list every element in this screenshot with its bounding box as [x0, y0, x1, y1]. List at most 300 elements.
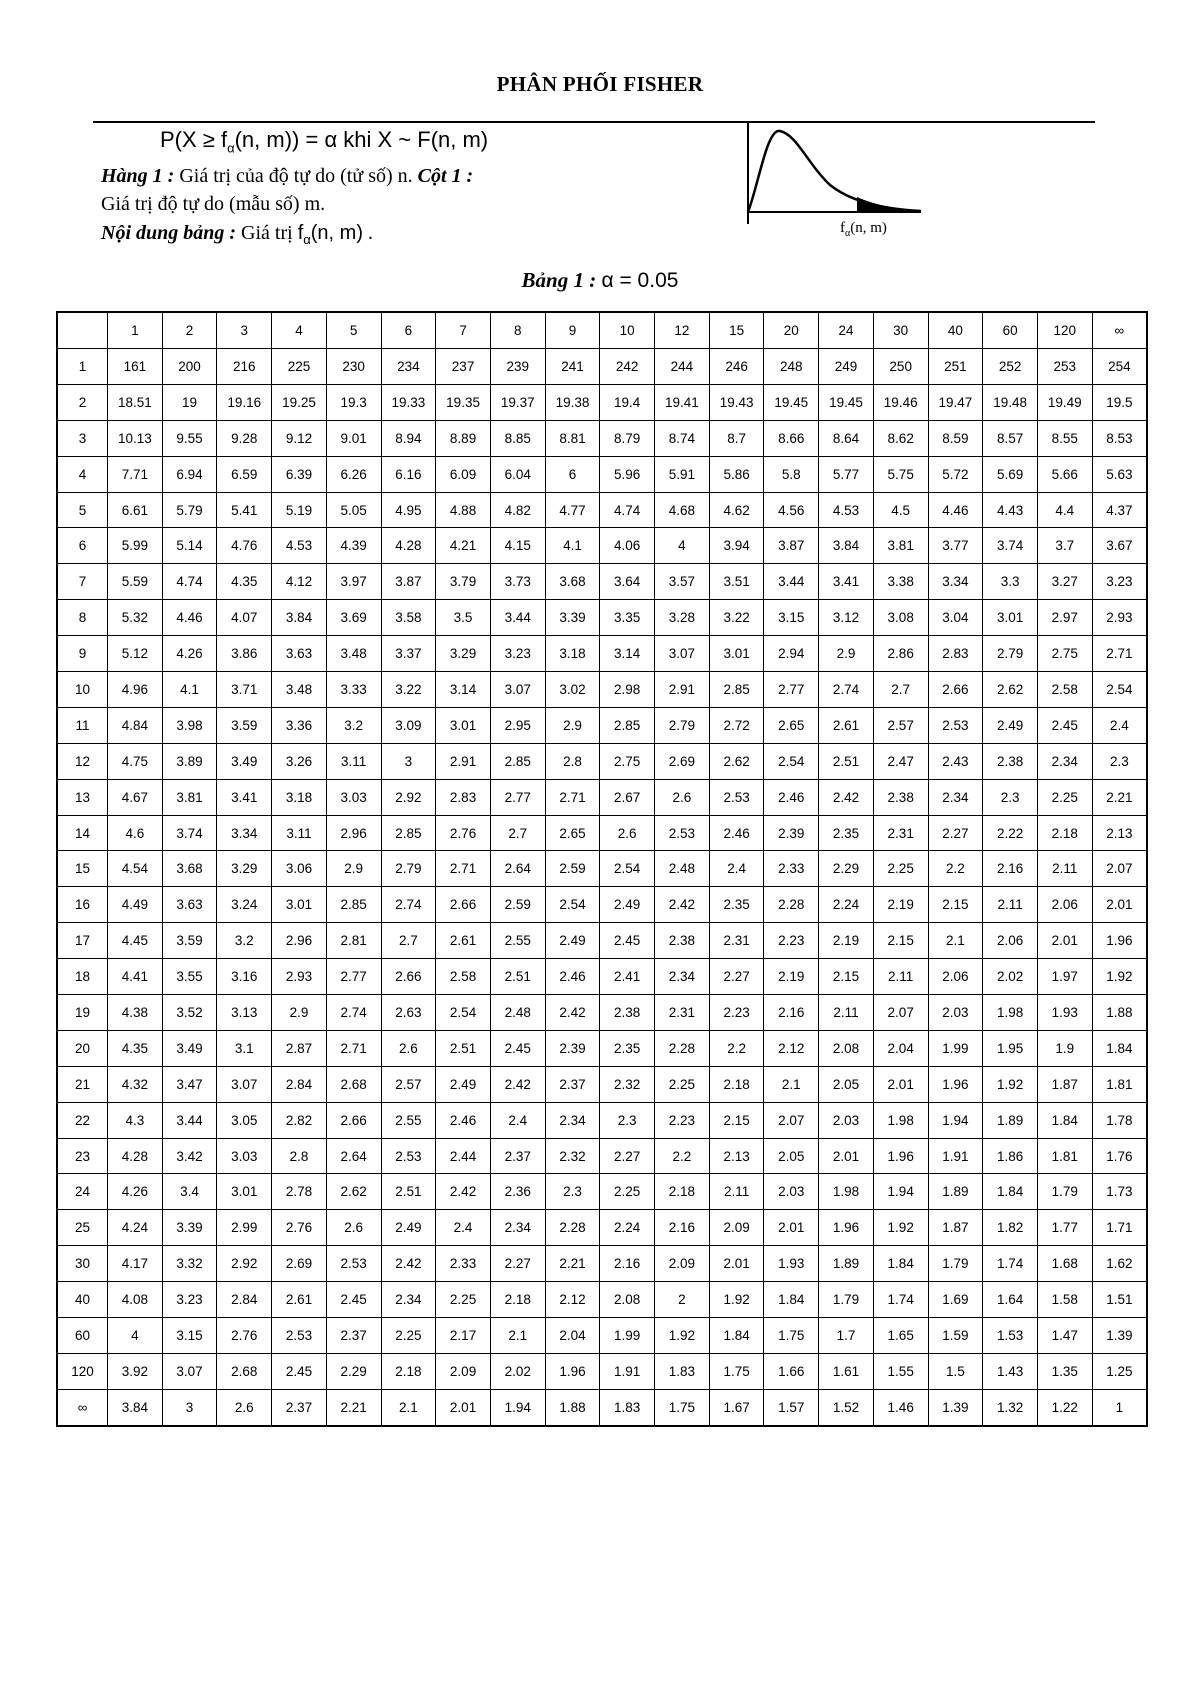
table-cell: 3.4 [162, 1174, 217, 1210]
table-cell: 253 [1037, 349, 1092, 385]
table-cell: 3.12 [819, 600, 874, 636]
table-cell: 1.46 [873, 1389, 928, 1425]
column-header: 30 [873, 312, 928, 349]
table-cell: 2.92 [217, 1246, 272, 1282]
table-cell: 2.07 [1092, 851, 1147, 887]
table-cell: 2.9 [326, 851, 381, 887]
table-cell: 3.13 [217, 995, 272, 1031]
table-cell: 3.23 [1092, 564, 1147, 600]
table-row [57, 851, 1147, 887]
table-cell: 3.44 [162, 1102, 217, 1138]
table-cell: 2.15 [819, 959, 874, 995]
row-header: 13 [57, 779, 108, 815]
table-cell: 2.51 [381, 1174, 436, 1210]
table-cell: 1.87 [928, 1210, 983, 1246]
table-cell: 2.03 [764, 1174, 819, 1210]
table-cell: 2.3 [600, 1102, 655, 1138]
table-cell: 4.15 [490, 528, 545, 564]
table-cell: 2.85 [381, 815, 436, 851]
table-cell: 1.39 [928, 1389, 983, 1425]
table-cell: 1.92 [873, 1210, 928, 1246]
table-cell: 3.04 [928, 600, 983, 636]
table-cell: 3.03 [217, 1138, 272, 1174]
curve-label-f: f [840, 220, 845, 236]
row-header: 120 [57, 1353, 108, 1389]
table-cell: 2.27 [490, 1246, 545, 1282]
table-cell: 2.01 [873, 1066, 928, 1102]
table-cell: 2.18 [490, 1282, 545, 1318]
row-header: 16 [57, 887, 108, 923]
table-cell: 2.98 [600, 672, 655, 708]
table-cell: 3.07 [217, 1066, 272, 1102]
table-cell: 2.6 [655, 779, 710, 815]
table-cell: 2.7 [873, 672, 928, 708]
table-cell: 3.2 [217, 923, 272, 959]
table-cell: 5.99 [108, 528, 163, 564]
table-cell: 2.32 [600, 1066, 655, 1102]
table-cell: 1.84 [1037, 1102, 1092, 1138]
table-cell: 1.77 [1037, 1210, 1092, 1246]
table-cell: 4.4 [1037, 492, 1092, 528]
table-cell: 3.1 [217, 1030, 272, 1066]
table-cell: 8.66 [764, 420, 819, 456]
table-cell: 2.29 [819, 851, 874, 887]
table-cell: 2.94 [764, 636, 819, 672]
table-cell: 2.91 [655, 672, 710, 708]
table-cell: 3.68 [162, 851, 217, 887]
table-cell: 4 [655, 528, 710, 564]
table-cell: 2.93 [1092, 600, 1147, 636]
table-cell: 1.47 [1037, 1318, 1092, 1354]
table-cell: 3.74 [162, 815, 217, 851]
row-header: 3 [57, 420, 108, 456]
table-cell: 239 [490, 349, 545, 385]
table-cell: 2.42 [436, 1174, 491, 1210]
table-cell: 4.53 [819, 492, 874, 528]
table-row [57, 420, 1147, 456]
table-cell: 2.71 [326, 1030, 381, 1066]
table-cell: 2.53 [709, 779, 764, 815]
table-cell: 4.96 [108, 672, 163, 708]
table-cell: 4.1 [162, 672, 217, 708]
table-cell: 2.42 [490, 1066, 545, 1102]
table-cell: 4.35 [108, 1030, 163, 1066]
table-cell: 6.39 [272, 456, 327, 492]
table-cell: 2.42 [655, 887, 710, 923]
table-cell: 1.84 [764, 1282, 819, 1318]
table-cell: 2.49 [983, 707, 1038, 743]
table-cell: 2.59 [545, 851, 600, 887]
table-cell: 2.11 [819, 995, 874, 1031]
header-row [57, 312, 1147, 349]
table-cell: 2.46 [545, 959, 600, 995]
table-cell: 3.35 [600, 600, 655, 636]
table-cell: 2.65 [545, 815, 600, 851]
row-header: 9 [57, 636, 108, 672]
curve-label-alpha: α [845, 228, 851, 239]
table-cell: 1.68 [1037, 1246, 1092, 1282]
column-header: 4 [272, 312, 327, 349]
table-cell: 2.78 [272, 1174, 327, 1210]
table-cell: 2.2 [655, 1138, 710, 1174]
table-cell: 3.39 [545, 600, 600, 636]
table-cell: 4.32 [108, 1066, 163, 1102]
table-cell: 4.74 [162, 564, 217, 600]
table-cell: 3 [381, 743, 436, 779]
table-cell: 3.18 [545, 636, 600, 672]
table-cell: 3.2 [326, 707, 381, 743]
table-cell: 3.34 [928, 564, 983, 600]
table-cell: 8.94 [381, 420, 436, 456]
table-cell: 2.71 [436, 851, 491, 887]
table-cell: 2.51 [490, 959, 545, 995]
table-cell: 3.14 [600, 636, 655, 672]
table-cell: 2.13 [709, 1138, 764, 1174]
table-cell: 1.78 [1092, 1102, 1147, 1138]
table-row [57, 1353, 1147, 1389]
row-header: 19 [57, 995, 108, 1031]
curve-label-args: (n, m) [850, 220, 887, 236]
table-cell: 2.7 [490, 815, 545, 851]
table-cell: 3.14 [436, 672, 491, 708]
table-cell: 3.09 [381, 707, 436, 743]
column-label: Cột 1 : [412, 165, 474, 187]
column-header: 8 [490, 312, 545, 349]
table-cell: 3.81 [162, 779, 217, 815]
column-header: 2 [162, 312, 217, 349]
table-cell: 3.69 [326, 600, 381, 636]
table-cell: 2.38 [983, 743, 1038, 779]
table-cell: 1.96 [819, 1210, 874, 1246]
table-cell: 251 [928, 349, 983, 385]
table-cell: 2.33 [436, 1246, 491, 1282]
table-cell: 2.03 [928, 995, 983, 1031]
table-cell: 3.28 [655, 600, 710, 636]
table-cell: 1.89 [819, 1246, 874, 1282]
table-cell: 2.18 [1037, 815, 1092, 851]
table-cell: 18.51 [108, 384, 163, 420]
table-cell: 1.35 [1037, 1353, 1092, 1389]
column-header: 10 [600, 312, 655, 349]
table-cell: 4.17 [108, 1246, 163, 1282]
table-cell: 2.04 [873, 1030, 928, 1066]
fisher-density-curve [745, 123, 925, 228]
table-cell: 2.99 [217, 1210, 272, 1246]
table-cell: 1.51 [1092, 1282, 1147, 1318]
table-cell: 1.69 [928, 1282, 983, 1318]
table-cell: 250 [873, 349, 928, 385]
table-cell: 3.79 [436, 564, 491, 600]
table-cell: 2.15 [873, 923, 928, 959]
table-cell: 19 [162, 384, 217, 420]
table-cell: 19.49 [1037, 384, 1092, 420]
table-cell: 1.39 [1092, 1318, 1147, 1354]
table-cell: 1.91 [600, 1353, 655, 1389]
table-cell: 2.4 [436, 1210, 491, 1246]
table-cell: 2.64 [326, 1138, 381, 1174]
table-cell: 1.71 [1092, 1210, 1147, 1246]
row-header: 24 [57, 1174, 108, 1210]
table-cell: 5.8 [764, 456, 819, 492]
table-cell: 3.36 [272, 707, 327, 743]
table-cell: 2.06 [983, 923, 1038, 959]
table-cell: 3.33 [326, 672, 381, 708]
table-cell: 2.08 [600, 1282, 655, 1318]
table-cell: 1.92 [1092, 959, 1147, 995]
table-cell: 3.08 [873, 600, 928, 636]
table-cell: 1.91 [928, 1138, 983, 1174]
table-cell: 237 [436, 349, 491, 385]
table-cell: 2.25 [655, 1066, 710, 1102]
table-cell: 1.84 [1092, 1030, 1147, 1066]
table-cell: 3.37 [381, 636, 436, 672]
table-cell: 2.62 [983, 672, 1038, 708]
table-cell: 2.05 [764, 1138, 819, 1174]
table-row [57, 456, 1147, 492]
table-cell: 3.87 [764, 528, 819, 564]
table-cell: 3.44 [764, 564, 819, 600]
row-header: 22 [57, 1102, 108, 1138]
column-header: 20 [764, 312, 819, 349]
table-cell: 4.3 [108, 1102, 163, 1138]
table-cell: 1.65 [873, 1318, 928, 1354]
table-cell: 3.47 [162, 1066, 217, 1102]
table-cell: 3.23 [162, 1282, 217, 1318]
table-row [57, 1282, 1147, 1318]
table-cell: 2.11 [709, 1174, 764, 1210]
table-cell: 2.3 [545, 1174, 600, 1210]
row-header: 21 [57, 1066, 108, 1102]
content-text: Giá trị [236, 222, 298, 244]
table-cell: 1 [1092, 1389, 1147, 1425]
table-cell: 6.16 [381, 456, 436, 492]
table-cell: 3.01 [709, 636, 764, 672]
table-cell: 2.45 [326, 1282, 381, 1318]
table-cell: 5.41 [217, 492, 272, 528]
table-cell: 242 [600, 349, 655, 385]
table-cell: 2.23 [764, 923, 819, 959]
page-title: PHÂN PHỐI FISHER [496, 72, 704, 96]
table-cell: 4.68 [655, 492, 710, 528]
row-header: 17 [57, 923, 108, 959]
table-cell: 3.07 [655, 636, 710, 672]
table-cell: 1.66 [764, 1353, 819, 1389]
table-cell: 5.12 [108, 636, 163, 672]
table-cell: 2.36 [490, 1174, 545, 1210]
table-cell: 2.8 [545, 743, 600, 779]
table-cell: 19.48 [983, 384, 1038, 420]
table-cell: 3.97 [326, 564, 381, 600]
table-cell: 2.49 [600, 887, 655, 923]
formula-right: (n, m)) = α khi X ~ F(n, m) [234, 127, 489, 152]
table-cell: 2.06 [928, 959, 983, 995]
table-cell: 2.45 [1037, 707, 1092, 743]
table-cell: 2.42 [819, 779, 874, 815]
curve-critical-value-label [840, 220, 887, 239]
table-cell: 2.11 [1037, 851, 1092, 887]
row-header: 30 [57, 1246, 108, 1282]
table-cell: 2.55 [490, 923, 545, 959]
table-cell: 4.49 [108, 887, 163, 923]
table-cell: 2.83 [436, 779, 491, 815]
table-cell: 4.24 [108, 1210, 163, 1246]
row-header: 2 [57, 384, 108, 420]
table-cell: 2.85 [600, 707, 655, 743]
table-cell: 8.57 [983, 420, 1038, 456]
table-cell: 3.52 [162, 995, 217, 1031]
table-cell: 3.84 [272, 600, 327, 636]
table-cell: 2.72 [709, 707, 764, 743]
table-cell: 7.71 [108, 456, 163, 492]
table-cell: 8.89 [436, 420, 491, 456]
table-cell: 4.53 [272, 528, 327, 564]
table-cell: 2.23 [655, 1102, 710, 1138]
column-header: 15 [709, 312, 764, 349]
table-cell: 1.43 [983, 1353, 1038, 1389]
table-cell: 1.99 [928, 1030, 983, 1066]
table-cell: 1.32 [983, 1389, 1038, 1425]
table-cell: 6.09 [436, 456, 491, 492]
table-row [57, 1318, 1147, 1354]
column-header: 6 [381, 312, 436, 349]
table-cell: 2.76 [272, 1210, 327, 1246]
table-cell: 2.34 [655, 959, 710, 995]
table-caption [0, 268, 1200, 293]
caption-alpha-value: α = 0.05 [601, 269, 679, 292]
table-cell: 244 [655, 349, 710, 385]
table-cell: 2.8 [272, 1138, 327, 1174]
table-cell: 2.2 [709, 1030, 764, 1066]
table-cell: 2.17 [436, 1318, 491, 1354]
table-cell: 6.59 [217, 456, 272, 492]
table-cell: 2.1 [381, 1389, 436, 1425]
table-cell: 2.51 [819, 743, 874, 779]
table-cell: 2.77 [490, 779, 545, 815]
table-cell: 2.12 [545, 1282, 600, 1318]
table-cell: 4.28 [108, 1138, 163, 1174]
table-cell: 3.15 [764, 600, 819, 636]
table-row [57, 1389, 1147, 1425]
table-cell: 2.28 [655, 1030, 710, 1066]
table-cell: 4.41 [108, 959, 163, 995]
table-cell: 2.76 [217, 1318, 272, 1354]
table-cell: 3.49 [217, 743, 272, 779]
table-cell: 1.57 [764, 1389, 819, 1425]
table-cell: 2.07 [873, 995, 928, 1031]
table-cell: 6.26 [326, 456, 381, 492]
table-cell: 3.22 [381, 672, 436, 708]
table-cell: 5.91 [655, 456, 710, 492]
table-cell: 5.32 [108, 600, 163, 636]
table-cell: 2.62 [326, 1174, 381, 1210]
table-cell: 2.37 [272, 1389, 327, 1425]
table-row [57, 923, 1147, 959]
table-cell: 2.45 [272, 1353, 327, 1389]
table-cell: 1.79 [1037, 1174, 1092, 1210]
content-label: Nội dung bảng : [101, 222, 237, 244]
table-cell: 3.06 [272, 851, 327, 887]
table-cell: 2.46 [764, 779, 819, 815]
table-cell: 3.94 [709, 528, 764, 564]
table-cell: 5.05 [326, 492, 381, 528]
table-cell: 2.04 [545, 1318, 600, 1354]
table-cell: 2.15 [928, 887, 983, 923]
table-cell: 1.94 [873, 1174, 928, 1210]
table-cell: 200 [162, 349, 217, 385]
table-cell: 3.01 [272, 887, 327, 923]
table-cell: 2.79 [655, 707, 710, 743]
table-cell: 2.25 [873, 851, 928, 887]
table-cell: 8.81 [545, 420, 600, 456]
table-cell: 19.38 [545, 384, 600, 420]
table-cell: 4.07 [217, 600, 272, 636]
table-cell: 2.31 [873, 815, 928, 851]
table-cell: 2.9 [819, 636, 874, 672]
column-header: 24 [819, 312, 874, 349]
table-cell: 2.75 [1037, 636, 1092, 672]
table-row [57, 995, 1147, 1031]
table-cell: 2.58 [1037, 672, 1092, 708]
table-cell: 1.98 [873, 1102, 928, 1138]
table-cell: 3.23 [490, 636, 545, 672]
column-header: 12 [655, 312, 710, 349]
table-cell: 2.18 [709, 1066, 764, 1102]
table-cell: 5.14 [162, 528, 217, 564]
table-cell: 2.37 [490, 1138, 545, 1174]
table-cell: 1.75 [764, 1318, 819, 1354]
table-cell: 2.43 [928, 743, 983, 779]
table-cell: 4.88 [436, 492, 491, 528]
table-cell: 8.79 [600, 420, 655, 456]
table-cell: 5.66 [1037, 456, 1092, 492]
table-cell: 1.75 [709, 1353, 764, 1389]
table-cell: 1.79 [819, 1282, 874, 1318]
table-cell: 6.04 [490, 456, 545, 492]
table-cell: 2.39 [764, 815, 819, 851]
table-cell: 4.26 [108, 1174, 163, 1210]
table-cell: 3.26 [272, 743, 327, 779]
table-row [57, 1102, 1147, 1138]
table-cell: 2.07 [764, 1102, 819, 1138]
table-cell: 1.81 [1037, 1138, 1092, 1174]
table-cell: 4.45 [108, 923, 163, 959]
table-cell: 3.55 [162, 959, 217, 995]
table-cell: 2.79 [983, 636, 1038, 672]
table-cell: 3.7 [1037, 528, 1092, 564]
table-cell: 5.77 [819, 456, 874, 492]
table-cell: 3.59 [162, 923, 217, 959]
table-cell: 3.41 [217, 779, 272, 815]
table-row [57, 959, 1147, 995]
column-header: 7 [436, 312, 491, 349]
table-cell: 4.67 [108, 779, 163, 815]
table-cell: 2.74 [381, 887, 436, 923]
table-row [57, 779, 1147, 815]
table-cell: 2.16 [600, 1246, 655, 1282]
table-cell: 1.83 [600, 1389, 655, 1425]
table-cell: 2.35 [600, 1030, 655, 1066]
table-cell: 2.96 [326, 815, 381, 851]
probability-formula [160, 127, 488, 155]
table-cell: 1.84 [709, 1318, 764, 1354]
table-cell: 2.9 [272, 995, 327, 1031]
table-cell: 3 [162, 1389, 217, 1425]
table-cell: 19.35 [436, 384, 491, 420]
table-cell: 2.85 [326, 887, 381, 923]
table-cell: 3.01 [983, 600, 1038, 636]
table-cell: 2.81 [326, 923, 381, 959]
table-cell: 2.34 [381, 1282, 436, 1318]
